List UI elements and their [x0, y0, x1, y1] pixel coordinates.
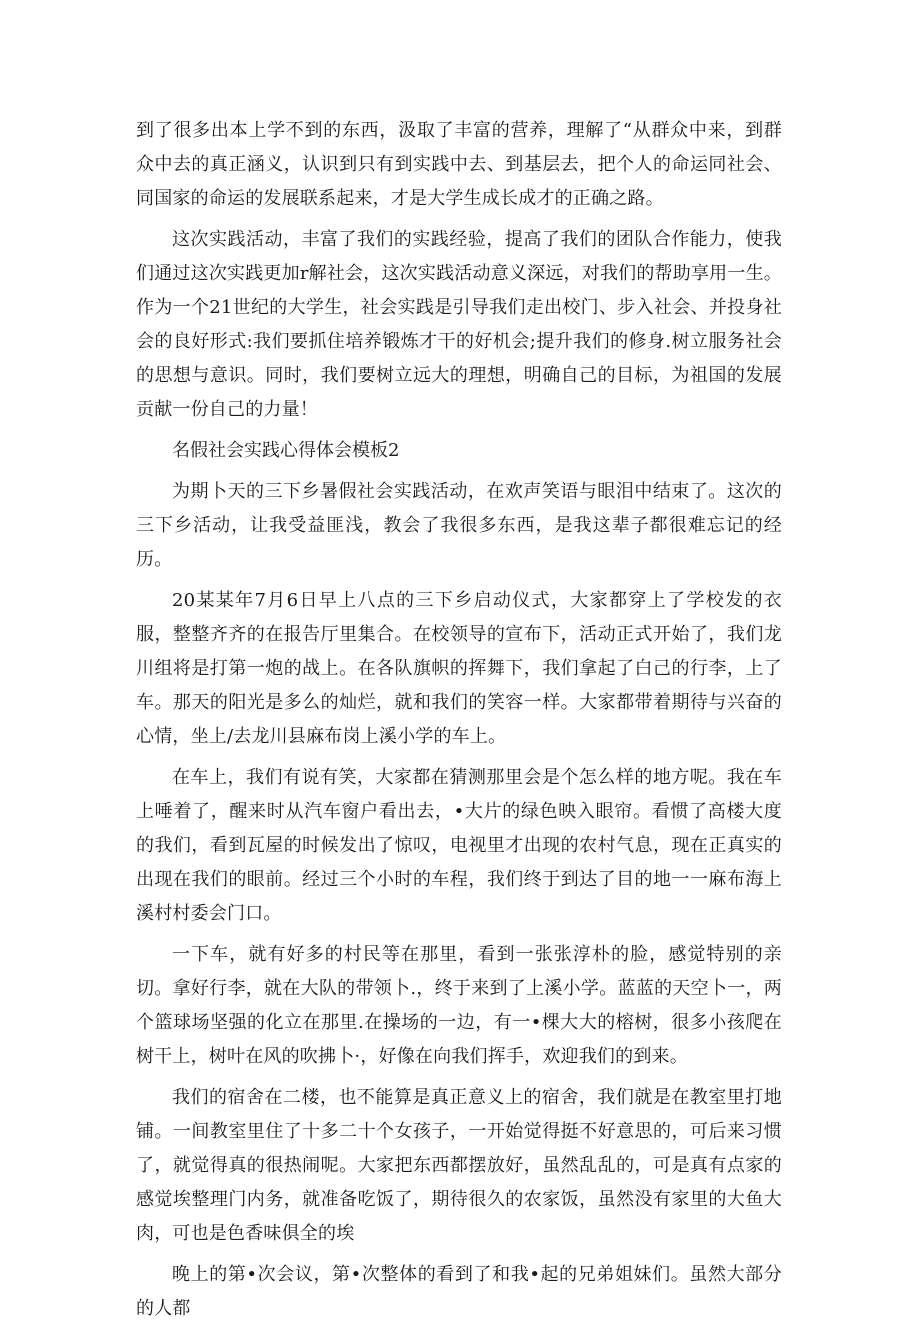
paragraph-9: 晚上的第•次会议，第•次整体的看到了和我•起的兄弟姐妹们。虽然大部分的人都: [136, 1264, 782, 1319]
section-heading: 名假社会实践心得体会模板2: [172, 440, 400, 461]
paragraph-2: 这次实践活动，丰富了我们的实践经验，提高了我们的团队合作能力，使我们通过这次实践更加r解社会，这次实践活动意义深远，对我们的帮助享用一生。作为一个21世纪的大学生，社会实践是引导我们走出校门、步入社会、并投身社会的良好形式:我们要抓住培养锻炼才干的好机会;提升我们的修身.树立服务社会的思想与意识。同时，我们要树立远大的理想，明确自己的目标，为祖国的发展贡献一份自己的力量！: [136, 229, 782, 420]
paragraph-8: 我们的宿舍在二楼，也不能算是真正意义上的宿舍，我们就是在教室里打地铺。一间教室里住了十多二十个女孩子，一开始觉得挺不好意思的，可后来习惯了，就觉得真的很热闹呢。大家把东西都摆放好，虽然乱乱的，可是真有点家的感觉埃整理门内务，就准备吃饭了，期待很久的农家饭，虽然没有家里的大鱼大肉，可也是色香味俱全的埃: [136, 1087, 782, 1244]
paragraph-6: 在车上，我们有说有笑，大家都在猜测那里会是个怎么样的地方呢。我在车上唾着了，醒来时从汽车窗户看出去，•大片的绿色映入眼帘。看惯了高楼大度的我们，看到瓦屋的时候发出了惊叹，电视里才出现的农村气息，现在正真实的出现在我们的眼前。经过三个小时的车程，我们终于到达了目的地一一麻布海上溪村村委会门口。: [136, 767, 782, 924]
document-body: [136, 114, 782, 1333]
paragraph-7: 一下车，就有好多的村民等在那里，看到一张张淳朴的脸，感觉特别的亲切。拿好行李，就在大队的带领卜.，终于来到了上溪小学。蓝蓝的天空卜一，两个篮球场坚强的化立在那里.在操场的一边，有一•棵大大的榕树，很多小孩爬在树干上，树叶在风的吹拂卜·，好像在向我们挥手，欢迎我们的到来。: [136, 944, 782, 1067]
paragraph-4: 为期卜天的三下乡暑假社会实践活动，在欢声笑语与眼泪中结束了。这次的三下乡活动，让我受益匪浅，教会了我很多东西，是我这辈子都很难忘记的经历。: [136, 481, 782, 570]
paragraph-5: 20某某年7月6日早上八点的三下乡启动仪式，大家都穿上了学校发的衣服，整整齐齐的在报告厅里集合。在校领导的宣布下，活动正式开始了，我们龙川组将是打第一炮的战上。在各队旗帜的挥舞下，我们拿起了白己的行李，上了车。那天的阳光是多么的灿烂，就和我们的笑容一样。大家都带着期待与兴奋的心情，坐上/去龙川县麻布岗上溪小学的车上。: [136, 590, 782, 747]
paragraph-1: 到了很多出本上学不到的东西，汲取了丰富的营养，理解了“从群众中来，到群众中去的真正涵义，认识到只有到实践中去、到基层去，把个人的命运同社会、同国家的命运的发展联系起来，才是大学生成长成才的正确之路。: [136, 120, 782, 209]
